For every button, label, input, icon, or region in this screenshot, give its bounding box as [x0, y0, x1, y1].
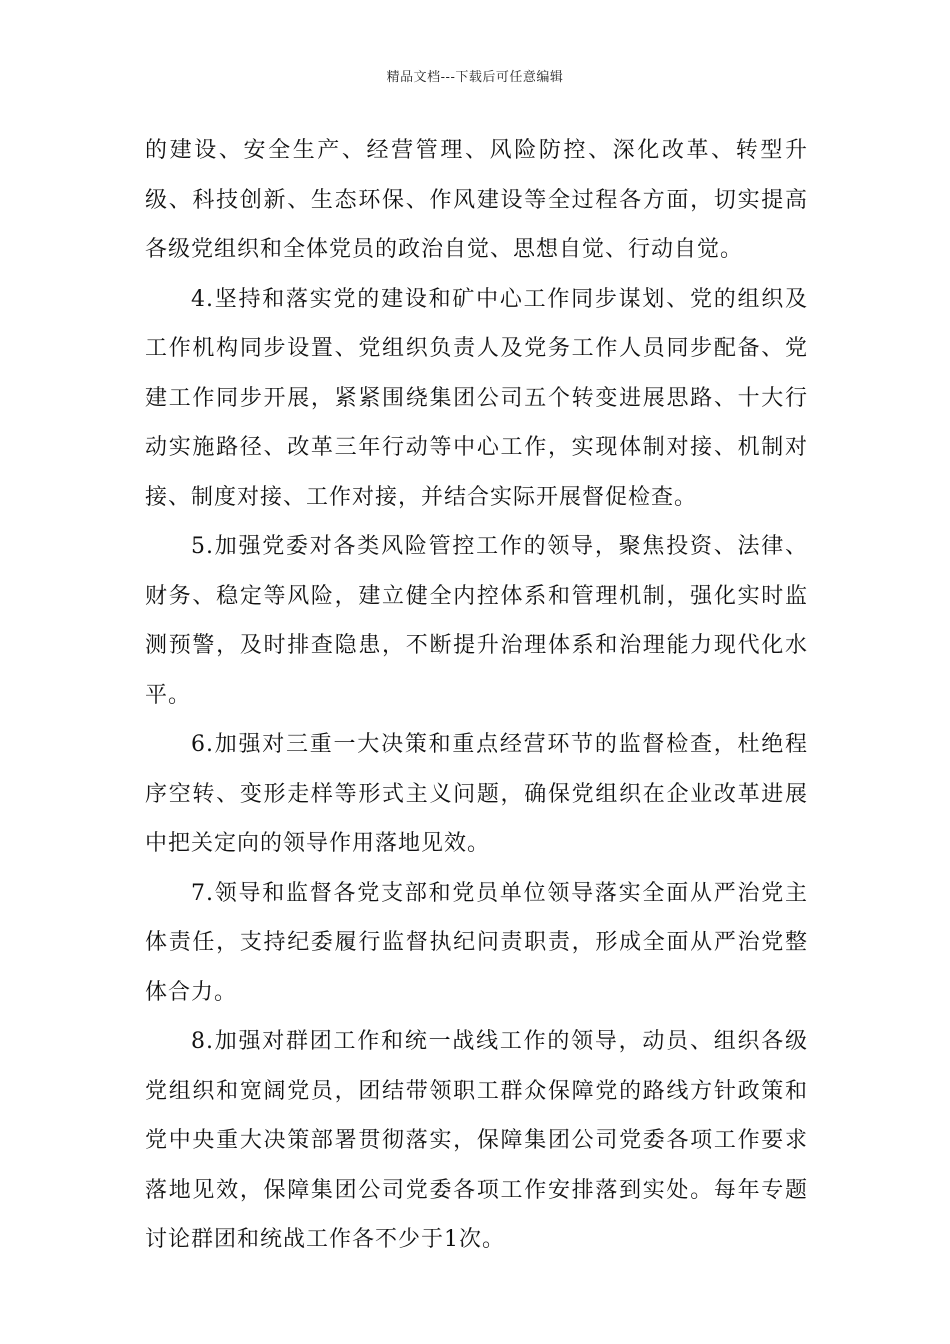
document-body: [145, 126, 808, 1265]
paragraph-item-7: 7.领导和监督各党支部和党员单位领导落实全面从严治党主体责任，支持纪委履行监督执纪问责职责，形成全面从严治党整体合力。: [145, 880, 808, 1005]
page-header: 精品文档---下载后可任意编辑: [386, 70, 564, 85]
paragraph-item-5: 5.加强党委对各类风险管控工作的领导，聚焦投资、法律、财务、稳定等风险，建立健全内控体系和管理机制，强化实时监测预警，及时排查隐患，不断提升治理体系和治理能力现代化水平。: [145, 534, 808, 708]
paragraph-item-8: 8.加强对群团工作和统一战线工作的领导，动员、组织各级党组织和宽阔党员，团结带领职工群众保障党的路线方针政策和党中央重大决策部署贯彻落实，保障集团公司党委各项工作要求落地见效，保障集团公司党委各项工作安排落到实处。每年专题讨论群团和统战工作各不少于1次。: [145, 1029, 808, 1252]
paragraph-item-6: 6.加强对三重一大决策和重点经营环节的监督检查，杜绝程序空转、变形走样等形式主义问题，确保党组织在企业改革进展中把关定向的领导作用落地见效。: [145, 732, 808, 856]
paragraph-item-4: 4.坚持和落实党的建设和矿中心工作同步谋划、党的组织及工作机构同步设置、党组织负责人及党务工作人员同步配备、党建工作同步开展，紧紧围绕集团公司五个转变进展思路、十大行动实施路径、改革三年行动等中心工作，实现体制对接、机制对接、制度对接、工作对接，并结合实际开展督促检查。: [145, 286, 808, 510]
paragraph-continuation: 的建设、安全生产、经营管理、风险防控、深化改革、转型升级、科技创新、生态环保、作风建设等全过程各方面，切实提高各级党组织和全体党员的政治自觉、思想自觉、行动自觉。: [145, 138, 808, 262]
